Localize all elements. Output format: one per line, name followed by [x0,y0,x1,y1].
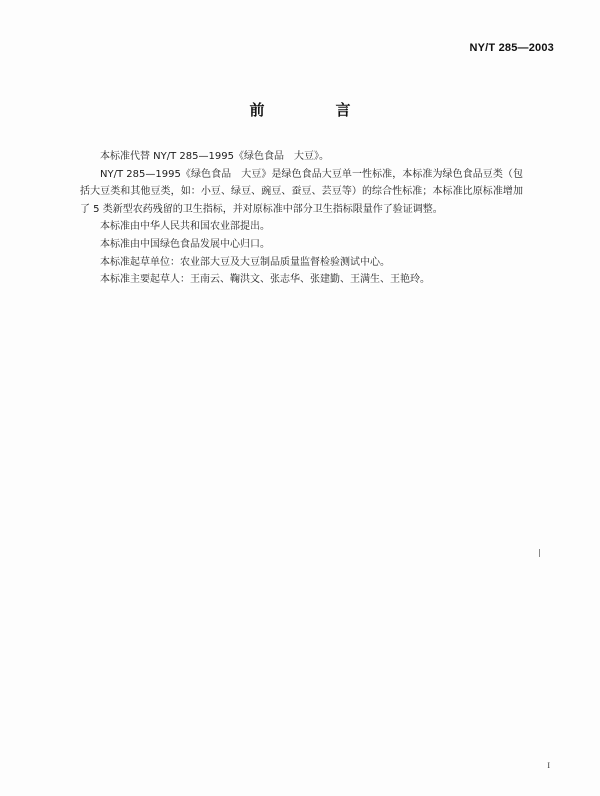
standard-code: NY/T 285—2003 [469,42,554,54]
paragraph-replacement: 本标准代替 NY/T 285—1995《绿色食品 大豆》。 [100,151,329,162]
page-number: I [547,761,550,770]
paragraph-proposer: 本标准由中华人民共和国农业部提出。 [100,221,270,233]
scan-speck [539,549,540,557]
foreword-body [80,148,523,289]
paragraph-administrator: 本标准由中国绿色食品发展中心归口。 [100,238,270,250]
paragraph-drafting-unit: 本标准起草单位：农业部大豆及大豆制品质量监督检验测试中心。 [100,256,390,268]
paragraph-scope: NY/T 285—1995《绿色食品 大豆》是绿色食品大豆单一性标准，本标准为绿色食品豆类（包括大豆类和其他豆类，如：小豆、绿豆、豌豆、蚕豆、芸豆等）的综合性标准；本标准比原标准增加了 5 类新型农药残留的卫生指标，并对原标准中部分卫生指标限量作了验证调整。 [80,168,523,215]
paragraph-drafters: 本标准主要起草人：王南云、鞠洪文、张志华、张建勤、王满生、王艳玲。 [100,274,430,286]
page-title: 前 言 [249,101,379,119]
